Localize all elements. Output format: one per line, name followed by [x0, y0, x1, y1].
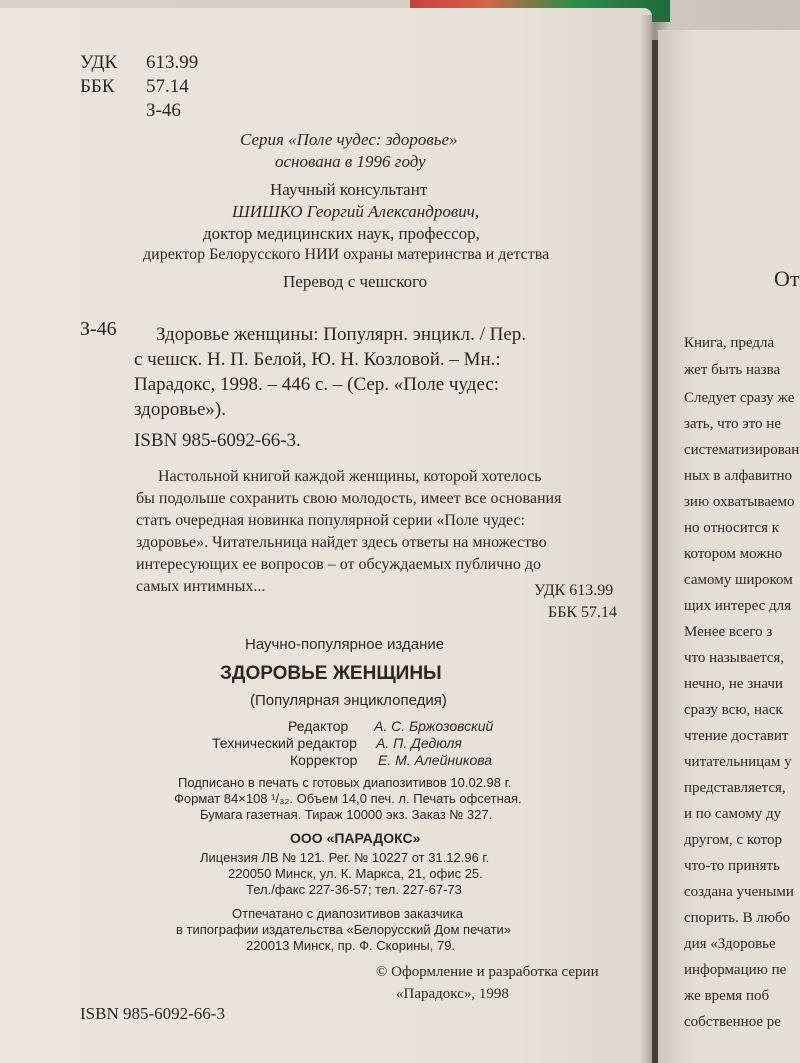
print-line-2: Формат 84×108 ¹/₃₂. Объем 14,0 печ. л. Печать офсетная. — [174, 791, 522, 806]
publisher-line-2: 220050 Минск, ул. К. Маркса, 21, офис 25. — [228, 866, 483, 881]
right-line: что-то принять — [684, 858, 780, 874]
udk-label: УДК — [80, 52, 118, 73]
series-line2: основана в 1996 году — [275, 152, 426, 171]
annotation-line-4: здоровье». Читательница найдет здесь ответы на множество — [136, 534, 547, 551]
right-line: дия «Здоровье — [684, 936, 776, 952]
right-line: сразу всю, наск — [684, 702, 783, 718]
translation-note: Перевод с чешского — [283, 272, 428, 291]
right-line: самому широком — [684, 572, 793, 588]
right-line: зать, что это не — [684, 416, 781, 432]
annotation-line-6: самых интимных... — [136, 578, 266, 595]
publisher-line-1: Лицензия ЛВ № 121. Рег. № 10227 от 31.12.96 г. — [200, 850, 490, 865]
right-line: представляется, — [684, 780, 786, 796]
bib-line-4: здоровье»). — [134, 399, 226, 420]
consultant-title: Научный консультант — [270, 180, 428, 199]
staff-name-3: Е. М. Алейникова — [378, 752, 493, 768]
publisher-line-3: Тел./факс 227-36-57; тел. 227-67-73 — [246, 882, 462, 897]
annotation-line-2: бы подольше сохранить свою молодость, имеет все основания — [136, 490, 562, 507]
right-line: спорить. В любо — [684, 910, 791, 926]
copyright-line-1: © Оформление и разработка серии — [376, 964, 599, 980]
annotation-line-5: интересующих ее вопросов – от обсуждаемых публично до — [136, 556, 541, 573]
bib-sign: З-46 — [80, 318, 117, 340]
annotation-bbk: ББК 57.14 — [548, 604, 618, 621]
series-line1: Серия «Поле чудес: здоровье» — [240, 130, 458, 149]
bib-line-3: Парадокс, 1998. – 446 с. – (Сер. «Поле чудес: — [134, 374, 500, 395]
right-page — [658, 30, 800, 1063]
right-line: чтение доставит — [684, 728, 789, 744]
right-line: нечно, не значи — [684, 676, 783, 692]
right-line: что называется, — [684, 650, 785, 666]
bib-line-1: Здоровье женщины: Популярн. энцикл. / Пер. — [156, 324, 527, 345]
right-line: Менее всего з — [684, 624, 773, 640]
staff-role-2: Технический редактор — [212, 735, 357, 751]
copyright-line-2: «Парадокс», 1998 — [396, 986, 509, 1002]
right-line: читательницам у — [684, 754, 792, 770]
annotation-udk: УДК 613.99 — [534, 582, 614, 599]
right-line: и по самому ду — [684, 806, 782, 822]
consultant-name: ШИШКО Георгий Александрович, — [232, 202, 480, 221]
printer-line-1: Отпечатано с диапозитивов заказчика — [232, 906, 463, 921]
right-line: Книга, предла — [684, 335, 775, 351]
staff-name-1: А. С. Бржозовский — [374, 718, 494, 734]
staff-name-2: А. П. Дедюля — [376, 735, 462, 751]
right-line: но относится к — [684, 520, 780, 536]
consultant-degree: доктор медицинских наук, профессор, — [203, 224, 480, 243]
staff-role-3: Корректор — [290, 752, 358, 768]
imprint-genre: Научно-популярное издание — [245, 636, 445, 653]
right-line: ных в алфавитно — [684, 468, 793, 484]
imprint-title: ЗДОРОВЬЕ ЖЕНЩИНЫ — [220, 663, 442, 684]
publisher-name: ООО «ПАРАДОКС» — [290, 830, 421, 846]
right-heading: От — [774, 266, 800, 291]
udk-value: 613.99 — [146, 52, 199, 73]
annotation-line-3: стать очередная новинка популярной серии «Поле чудес: — [136, 512, 525, 529]
right-line: собственное ре — [684, 1014, 781, 1030]
right-line: котором можно — [684, 546, 783, 562]
annotation-line-1: Настольной книгой каждой женщины, которой хотелось — [158, 468, 542, 485]
right-line: зию охватываемо — [684, 494, 795, 510]
printer-line-3: 220013 Минск, пр. Ф. Скорины, 79. — [246, 938, 456, 953]
right-line: жет быть назва — [684, 362, 781, 378]
author-sign: З-46 — [146, 100, 181, 121]
consultant-position: директор Белорусского НИИ охраны материнства и детства — [143, 246, 550, 263]
bbk-value: 57.14 — [146, 76, 189, 97]
bottom-isbn: ISBN 985-6092-66-3 — [80, 1004, 225, 1023]
right-line: другом, с котор — [684, 832, 783, 848]
right-line: создана учеными — [684, 884, 794, 900]
right-line: систематизирован — [684, 442, 800, 458]
bbk-label: ББК — [80, 76, 115, 97]
imprint-subtitle: (Популярная энциклопедия) — [250, 692, 447, 709]
staff-role-1: Редактор — [288, 718, 349, 734]
bib-line-2: с чешск. Н. П. Белой, Ю. Н. Козловой. – Мн.: — [134, 349, 501, 370]
right-line: Следует сразу же — [684, 390, 795, 406]
right-line: же время поб — [684, 988, 770, 1004]
right-line: информацию пе — [684, 962, 787, 978]
bib-isbn: ISBN 985-6092-66-3. — [134, 430, 301, 451]
print-line-3: Бумага газетная. Тираж 10000 экз. Заказ № 327. — [200, 807, 493, 822]
printer-line-2: в типографии издательства «Белорусский Дом печати» — [176, 922, 512, 937]
print-line-1: Подписано в печать с готовых диапозитивов 10.02.98 г. — [178, 775, 512, 790]
right-line: щих интерес для — [684, 598, 792, 614]
left-page — [0, 8, 652, 1063]
